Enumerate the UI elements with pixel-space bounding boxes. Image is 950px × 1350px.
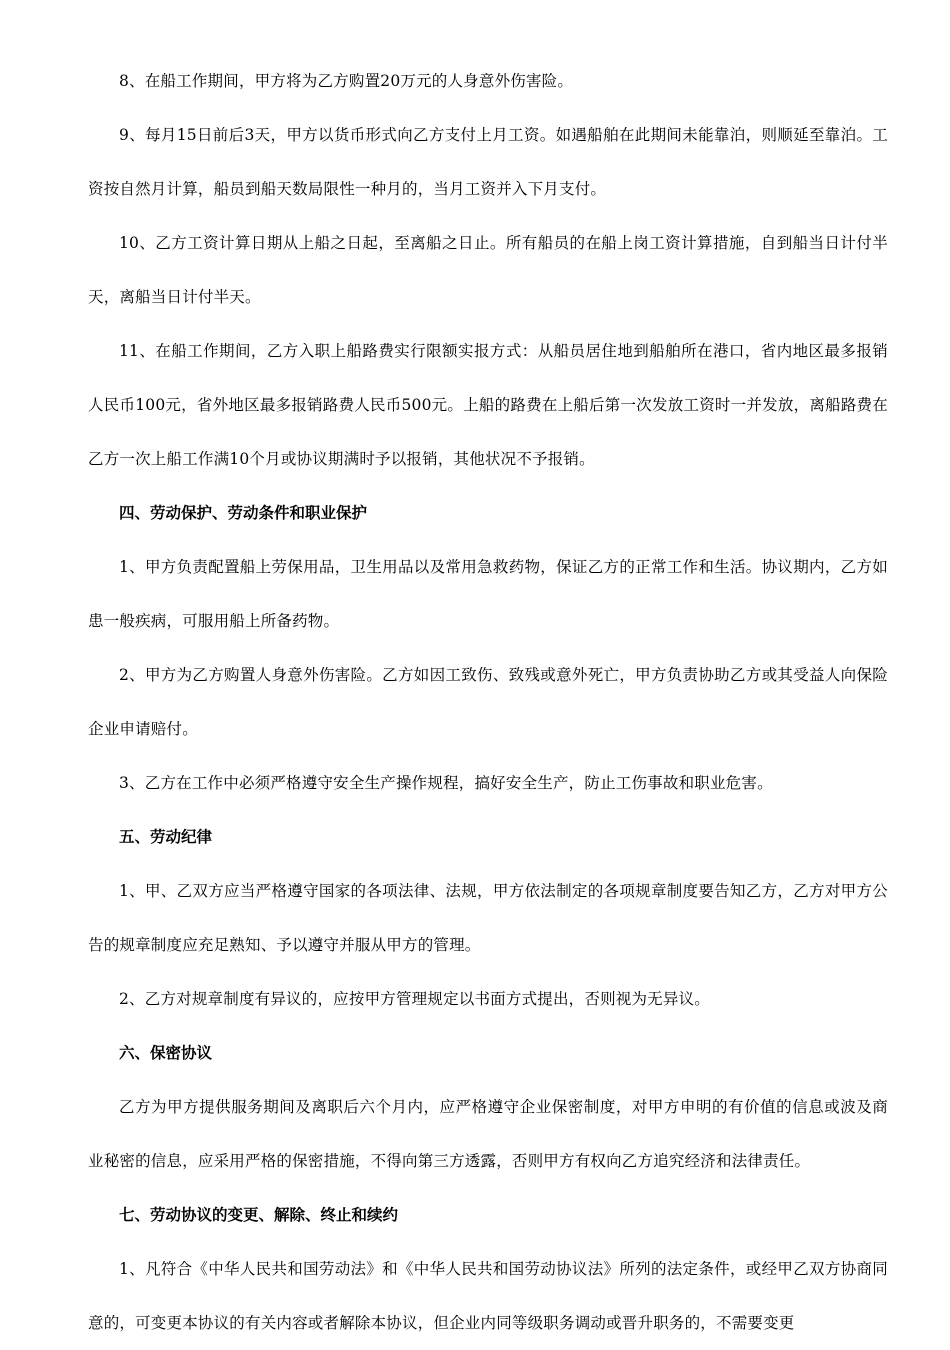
section-heading-contract-changes: 七、劳动协议的变更、解除、终止和续约 — [119, 1206, 399, 1224]
section-heading-labor-discipline: 五、劳动纪律 — [119, 828, 213, 846]
labor-protection-clause-2: 2、甲方为乙方购置人身意外伤害险。乙方如因工致伤、致残或意外死亡，甲方负责协助乙方或其受益人向保险企业申请赔付。 — [88, 666, 888, 738]
clause-11-travel-reimbursement: 11、在船工作期间，乙方入职上船路费实行限额实报方式：从船员居住地到船舶所在港口，省内地区最多报销人民币100元，省外地区最多报销路费人民币500元。上船的路费在上船后第一次发放工资时一并发放，离船路费在乙方一次上船工作满10个月或协议期满时予以报销，其他状况不予报销。 — [88, 342, 888, 468]
clause-9-wage-payment: 9、每月15日前后3天，甲方以货币形式向乙方支付上月工资。如遇船舶在此期间未能靠泊，则顺延至靠泊。工资按自然月计算，船员到船天数局限性一种月的，当月工资并入下月支付。 — [88, 126, 888, 198]
section-heading-labor-protection: 四、劳动保护、劳动条件和职业保护 — [119, 504, 368, 522]
clause-10-wage-calculation: 10、乙方工资计算日期从上船之日起，至离船之日止。所有船员的在船上岗工资计算措施，自到船当日计付半天，离船当日计付半天。 — [88, 234, 888, 306]
section-heading-confidentiality: 六、保密协议 — [119, 1044, 213, 1062]
labor-protection-clause-3: 3、乙方在工作中必须严格遵守安全生产操作规程，搞好安全生产，防止工伤事故和职业危害。 — [119, 774, 773, 792]
labor-discipline-clause-1: 1、甲、乙双方应当严格遵守国家的各项法律、法规，甲方依法制定的各项规章制度要告知乙方，乙方对甲方公告的规章制度应充足熟知、予以遵守并服从甲方的管理。 — [88, 882, 888, 954]
contract-changes-clause-1: 1、凡符合《中华人民共和国劳动法》和《中华人民共和国劳动协议法》所列的法定条件，或经甲乙双方协商同意的，可变更本协议的有关内容或者解除本协议，但企业内同等级职务调动或晋升职务的，不需要变更 — [88, 1260, 888, 1332]
clause-8-insurance: 8、在船工作期间，甲方将为乙方购置20万元的人身意外伤害险。 — [119, 72, 574, 90]
labor-discipline-clause-2: 2、乙方对规章制度有异议的，应按甲方管理规定以书面方式提出，否则视为无异议。 — [119, 990, 710, 1008]
confidentiality-clause: 乙方为甲方提供服务期间及离职后六个月内，应严格遵守企业保密制度，对甲方申明的有价值的信息或波及商业秘密的信息，应采用严格的保密措施，不得向第三方透露，否则甲方有权向乙方追究经济和法律责任。 — [88, 1098, 888, 1170]
labor-protection-clause-1: 1、甲方负责配置船上劳保用品，卫生用品以及常用急救药物，保证乙方的正常工作和生活。协议期内，乙方如患一般疾病，可服用船上所备药物。 — [88, 558, 888, 630]
document-body — [0, 54, 950, 1350]
